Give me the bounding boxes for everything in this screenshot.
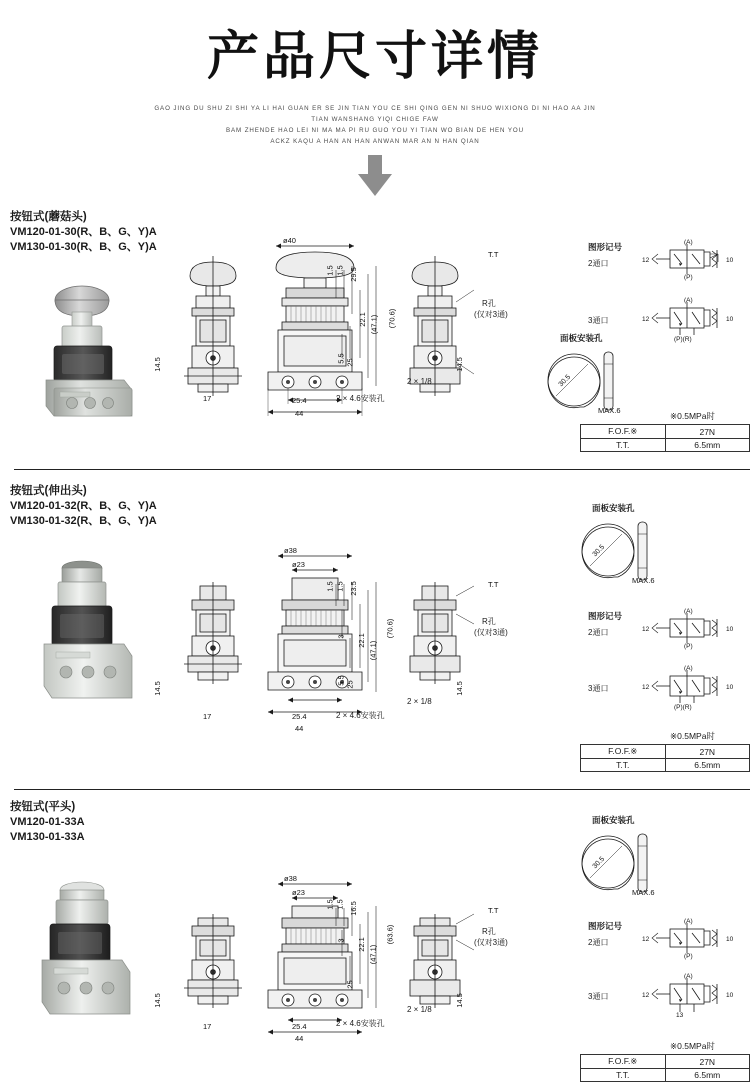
dim-inner-dia: ø23 (292, 888, 305, 897)
svg-text:(P): (P) (684, 274, 693, 281)
dim-tt: T.T (488, 906, 499, 915)
dim-w17: 17 (203, 1022, 212, 1031)
dim-h14-5-right: 14.5 (454, 993, 464, 1008)
svg-text:10: 10 (726, 316, 734, 323)
section-divider-2 (14, 789, 750, 790)
dim-v3: 3 (336, 938, 346, 943)
dim-inner-dia: ø23 (292, 560, 305, 569)
symbol-two-port-label: 2通口 (588, 938, 609, 947)
section-model-1: VM120-01-30(R、B、G、Y)A (10, 226, 157, 238)
pinyin-line-3: ACKZ KAQU A HAN AN HAN ANWAN MAR AN N HAN QIAN (270, 138, 480, 145)
svg-text:12: 12 (642, 257, 650, 264)
dim-v23-5: 23.5 (348, 581, 358, 596)
symbol-title: 图形记号 (588, 611, 623, 621)
spec-table (580, 424, 750, 452)
down-arrow-icon (0, 155, 750, 201)
spec-value: 27N (665, 1055, 749, 1069)
dim-v1-5-a: 1.5 (325, 265, 335, 276)
symbol-three-port-label: 3通口 (588, 316, 609, 325)
dim-top-dia: ø38 (284, 874, 297, 883)
drawing-side-view-flat (178, 910, 248, 1030)
section-mushroom (0, 210, 750, 464)
section-flat (0, 800, 750, 1091)
symbol-two-port-label: 2通口 (588, 628, 609, 637)
symbol-two-port-label: 2通口 (588, 259, 609, 268)
panel-mount-title: 面板安装孔 (592, 815, 635, 825)
dim-v5-5: 5.5 (336, 353, 346, 364)
dim-w25-4: 25.4 (292, 712, 307, 721)
label-mount-holes: 2 × 4.6安装孔 (336, 394, 385, 403)
panel-max-label: MAX.6 (632, 888, 655, 897)
spec-table (580, 744, 750, 772)
svg-text:10: 10 (726, 936, 734, 943)
dim-tt: T.T (488, 250, 499, 259)
svg-text:(P): (P) (684, 643, 693, 650)
label-thread: 2 × 1/8 (407, 377, 432, 386)
dim-v1-5-b: 1.5 (335, 581, 345, 592)
dim-h14-5-left: 14.5 (152, 681, 162, 696)
label-r-hole-note: (仅对3通) (474, 310, 508, 319)
drawing-rear-view-mushroom (400, 246, 480, 436)
spec-key: F.O.F.※ (581, 745, 666, 759)
vertical-dim-lines-flat (330, 904, 390, 1034)
section-model-1: VM120-01-32(R、B、G、Y)A (10, 500, 157, 512)
spec-value: 6.5mm (665, 759, 749, 772)
spec-key: T.T. (581, 759, 666, 772)
symbol-three-port-diagram (636, 974, 744, 1018)
dim-v70-6: (70.6) (385, 618, 395, 639)
section-title-cn: 按钮式(蘑菇头) (10, 211, 87, 223)
table-row (581, 759, 750, 772)
section-title-cn: 按钮式(平头) (10, 801, 76, 813)
dim-w44: 44 (295, 409, 304, 418)
symbol-three-port-label: 3通口 (588, 684, 609, 693)
svg-text:10: 10 (726, 257, 734, 264)
svg-text:30.5: 30.5 (591, 543, 607, 559)
svg-text:(A): (A) (684, 665, 693, 672)
table-row (581, 439, 750, 452)
svg-text:(A): (A) (684, 973, 693, 980)
label-thread: 2 × 1/8 (407, 697, 432, 706)
svg-text:30.5: 30.5 (557, 373, 573, 389)
drawing-side-view-mushroom (178, 246, 248, 436)
table-row (581, 745, 750, 759)
symbol-three-port-label: 3通口 (588, 992, 609, 1001)
spec-value: 27N (665, 745, 749, 759)
pinyin-line-1: GAO JING DU SHU ZI SHI YA LI HAI GUAN ER SE JIN TIAN YOU CE SHI QING GEN NI SHUO WIXIONG DI NI HAO AA JIN TIAN WANSHANG YIQI CHIGE FAW (154, 105, 596, 123)
dim-w44: 44 (295, 1034, 304, 1043)
dim-v22-1: 22.1 (356, 937, 366, 952)
section-extended (0, 484, 750, 784)
dim-v47-1: (47.1) (368, 640, 378, 661)
page-root (0, 14, 750, 1091)
symbol-three-port-diagram (636, 298, 744, 342)
dim-w44: 44 (295, 724, 304, 733)
dim-top-dia: ø38 (284, 546, 297, 555)
dim-top-dia: ø40 (283, 236, 296, 245)
pinyin-block (0, 103, 750, 147)
dim-w25-4: 25.4 (292, 1022, 307, 1031)
table-row (581, 425, 750, 439)
dim-v22-1: 22.1 (357, 312, 367, 327)
svg-text:12: 12 (642, 936, 650, 943)
symbol-title: 图形记号 (588, 921, 623, 931)
spec-value: 27N (665, 425, 749, 439)
dim-v22-1: 22.1 (356, 633, 366, 648)
dim-w17: 17 (203, 394, 212, 403)
spec-note: ※0.5MPa时 (670, 1041, 715, 1051)
dim-h14-5-right: 14.5 (454, 681, 464, 696)
table-row (581, 1069, 750, 1082)
spec-key: T.T. (581, 439, 666, 452)
dim-w17: 17 (203, 712, 212, 721)
label-r-hole: R孔 (482, 927, 496, 936)
dim-v1-5-b: 1.5 (335, 899, 345, 910)
panel-max-label: MAX.6 (632, 576, 655, 585)
pinyin-line-2: BAM ZHENDE HAO LEI NI MA MA PI RU GUO YOU YI TIAN WO BIAN DE HEN YOU (226, 127, 524, 134)
svg-text:12: 12 (642, 992, 650, 999)
svg-text:(A): (A) (684, 918, 693, 925)
spec-value: 6.5mm (665, 439, 749, 452)
symbol-title: 图形记号 (588, 242, 623, 252)
label-thread: 2 × 1/8 (407, 1005, 432, 1014)
dim-v1-5-a: 1.5 (325, 899, 335, 910)
vertical-dim-lines-mushroom (330, 262, 390, 402)
svg-text:12: 12 (642, 316, 650, 323)
svg-text:(P)(R): (P)(R) (674, 336, 692, 343)
label-r-hole: R孔 (482, 617, 496, 626)
svg-text:(A): (A) (684, 297, 693, 304)
spec-note: ※0.5MPa时 (670, 731, 715, 741)
svg-text:(P): (P) (684, 953, 693, 960)
dim-v1-5-b: 1.5 (335, 265, 345, 276)
svg-text:(A): (A) (684, 608, 693, 615)
dim-h14-5-right: 14.5 (454, 357, 464, 372)
svg-text:10: 10 (726, 684, 734, 691)
panel-mount-title: 面板安装孔 (592, 503, 635, 513)
dim-v47-1: (47.1) (369, 314, 379, 335)
dim-v63-6: (63.6) (385, 924, 395, 945)
spec-key: T.T. (581, 1069, 666, 1082)
drawing-rear-view-extended (400, 580, 480, 710)
svg-text:13: 13 (676, 1012, 684, 1019)
symbol-two-port-diagram (636, 919, 744, 959)
svg-text:10: 10 (726, 626, 734, 633)
dim-v3: 3 (336, 634, 346, 639)
svg-text:10: 10 (726, 992, 734, 999)
product-photo-mushroom (28, 276, 158, 426)
section-model-2: VM130-01-32(R、B、G、Y)A (10, 515, 157, 527)
label-r-hole: R孔 (482, 299, 496, 308)
svg-text:30.5: 30.5 (591, 855, 607, 871)
table-row (581, 1055, 750, 1069)
dim-v16-5: 16.5 (348, 901, 358, 916)
section-title-cn: 按钮式(伸出头) (10, 485, 87, 497)
svg-text:12: 12 (642, 626, 650, 633)
dim-v25: 25 (345, 680, 355, 689)
section-divider-1 (14, 469, 750, 470)
dim-v25: 25 (345, 980, 355, 989)
panel-mount-title: 面板安装孔 (560, 333, 603, 343)
dim-v47-1: (47.1) (368, 944, 378, 965)
spec-value: 6.5mm (665, 1069, 749, 1082)
dim-v5-5: 5.5 (336, 675, 346, 686)
dim-v29-5: 29.5 (348, 267, 358, 282)
spec-note: ※0.5MPa时 (670, 411, 715, 421)
label-mount-holes: 2 × 4.6安装孔 (336, 711, 385, 720)
dim-v1-5-a: 1.5 (325, 581, 335, 592)
label-r-hole-note: (仅对3通) (474, 628, 508, 637)
svg-text:(A): (A) (684, 239, 693, 246)
spec-key: F.O.F.※ (581, 1055, 666, 1069)
symbol-two-port-diagram (636, 240, 744, 280)
spec-key: F.O.F.※ (581, 425, 666, 439)
dim-h14-5-left: 14.5 (152, 993, 162, 1008)
dim-v25: 25 (345, 358, 355, 367)
dim-tt: T.T (488, 580, 499, 589)
panel-max-label: MAX.6 (598, 406, 621, 415)
svg-text:12: 12 (642, 684, 650, 691)
symbol-three-port-diagram (636, 666, 744, 710)
section-model-2: VM130-01-33A (10, 831, 85, 843)
dim-v70-6: (70.6) (387, 308, 397, 329)
label-mount-holes: 2 × 4.6安装孔 (336, 1019, 385, 1028)
drawing-side-view-extended (178, 580, 248, 710)
symbol-two-port-diagram (636, 609, 744, 649)
section-model-1: VM120-01-33A (10, 816, 85, 828)
dim-w25-4: 25.4 (292, 396, 307, 405)
section-model-2: VM130-01-30(R、B、G、Y)A (10, 241, 157, 253)
product-photo-flat (28, 868, 158, 1028)
spec-table (580, 1054, 750, 1082)
dim-h14-5-left: 14.5 (152, 357, 162, 372)
page-title: 产品尺寸详情 (206, 28, 543, 86)
product-photo-extended (28, 548, 158, 718)
label-r-hole-note: (仅对3通) (474, 938, 508, 947)
svg-text:(P)(R): (P)(R) (674, 704, 692, 711)
